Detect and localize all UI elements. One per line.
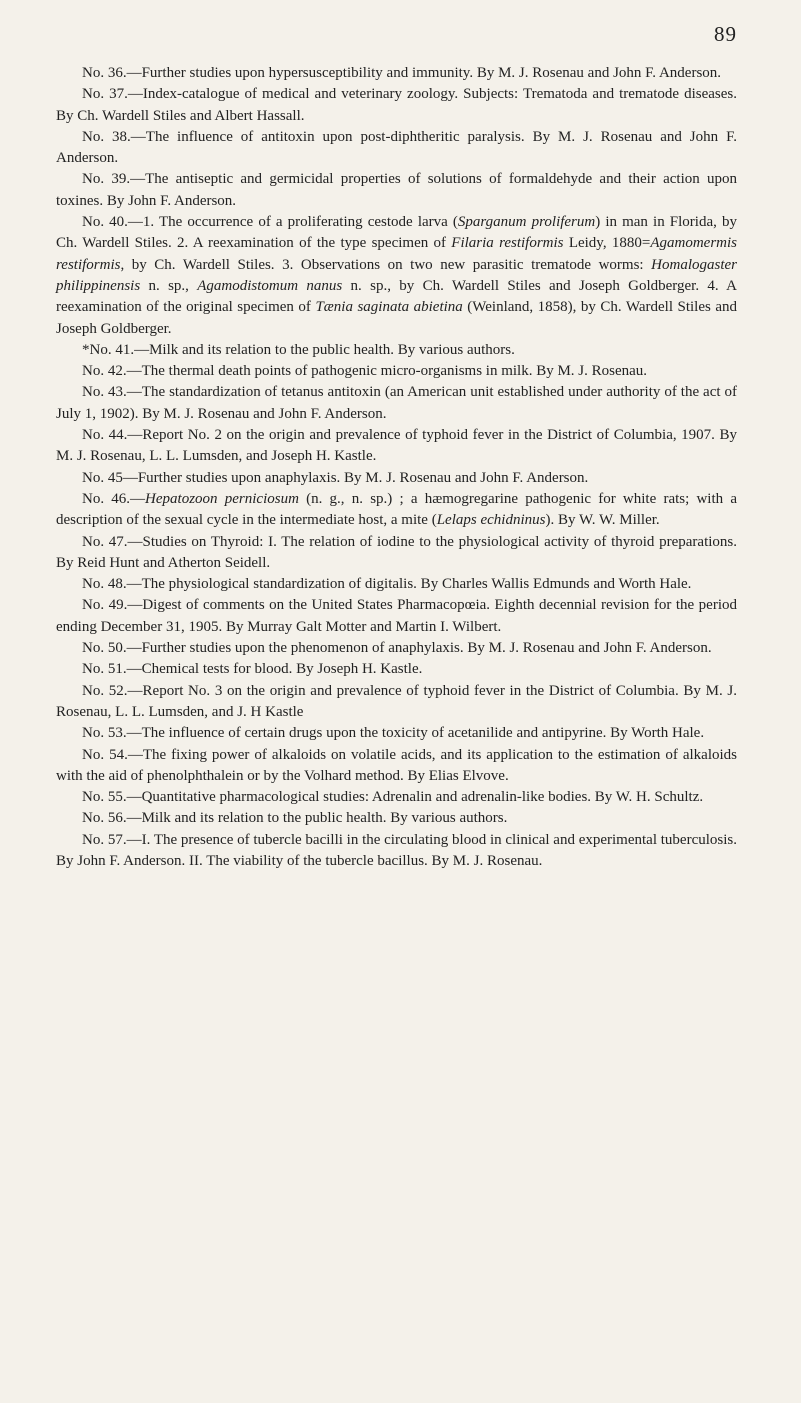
entry-text: No. 36.—Further studies upon hypersusceptibility and immunity. By M. J. Rosenau and John F. Anderson. xyxy=(82,65,722,81)
italic-text: Filaria restiformis xyxy=(451,235,564,252)
bulletin-entry xyxy=(56,681,737,724)
entry-text: No. 55.—Quantitative pharmacological studies: Adrenalin and adrenalin-like bodies. By W. H. Schultz. xyxy=(82,789,704,806)
entry-text: ) in man in Florida, by Ch. Wardell Stiles. 2. A reexamination of the type specimen of xyxy=(56,214,737,252)
entry-text: No. 39.—The antiseptic and germicidal properties of solutions of formaldehyde and their action upon toxines. By John F. Anderson. xyxy=(56,171,737,209)
entry-text: No. 53.—The influence of certain drugs upon the toxicity of acetanilide and antipyrine. By Worth Hale. xyxy=(82,725,705,742)
italic-text: Agamomermis restiformis xyxy=(56,235,737,273)
entry-text: No. 52.—Report No. 3 on the origin and prevalence of typhoid fever in the District of Columbia. By M. J. Rosenau, L. L. Lumsden, and J. H Kastle xyxy=(56,682,737,720)
entry-text: n. sp., by Ch. Wardell Stiles and Joseph Goldberger. 4. A reexamination of the original specimen of xyxy=(56,277,738,316)
italic-text: Lelaps echidninus xyxy=(436,512,546,529)
entry-text: No. 42.—The thermal death points of pathogenic micro-organisms in milk. By M. J. Rosenau. xyxy=(82,363,648,380)
entry-text: No. 47.—Studies on Thyroid: I. The relation of iodine to the physiological activity of thyroid preparations. By Reid Hunt and Atherton Seidell. xyxy=(56,533,737,571)
bulletin-entry xyxy=(56,468,737,489)
page-number: 89 xyxy=(714,22,737,46)
bulletin-entry xyxy=(56,595,737,638)
bulletin-entry xyxy=(56,489,737,532)
bulletin-entry xyxy=(56,659,737,680)
entry-text: Leidy, 1880= xyxy=(563,235,651,252)
entry-text: No. 40.—1. The occurrence of a proliferating cestode larva ( xyxy=(82,214,458,231)
entry-text: ). By W. W. Miller. xyxy=(545,512,660,529)
bulletin-entry xyxy=(56,723,737,744)
entry-text: , by Ch. Wardell Stiles. 3. Observations on two new parasitic trematode worms: xyxy=(120,256,652,273)
italic-text: Hepatozoon perniciosum xyxy=(145,490,299,507)
italic-text: Sparganum proliferum xyxy=(457,214,596,231)
bulletin-entry xyxy=(56,212,737,340)
bulletin-entry xyxy=(56,84,737,127)
entry-text: No. 48.—The physiological standardization of digitalis. By Charles Wallis Edmunds and Worth Hale. xyxy=(82,576,692,593)
entry-text: n. sp., xyxy=(140,277,198,294)
entry-text: No. 38.—The influence of antitoxin upon post-diphtheritic paralysis. By M. J. Rosenau and John F. Anderson. xyxy=(56,128,737,167)
entry-text: No. 37.—Index-catalogue of medical and veterinary zoology. Subjects: Trematoda and trematode diseases. By Ch. Wardell Stiles and Albert Hassall. xyxy=(56,86,737,124)
bulletin-entry xyxy=(56,532,737,575)
entry-text: No. 46.— xyxy=(82,490,146,507)
bulletin-entry xyxy=(56,127,737,170)
entry-text: (Weinland, 1858), by Ch. Wardell Stiles and Joseph Goldberger. xyxy=(56,299,737,337)
entry-text: No. 50.—Further studies upon the phenomenon of anaphylaxis. By M. J. Rosenau and John F. Anderson. xyxy=(82,640,712,657)
bulletin-entry xyxy=(56,787,737,808)
entry-text: No. 56.—Milk and its relation to the public health. By various authors. xyxy=(82,810,508,827)
bulletin-entry xyxy=(56,340,737,361)
entry-text: No. 44.—Report No. 2 on the origin and prevalence of typhoid fever in the District of Columbia, 1907. By M. J. Rosenau, L. L. Lumsden, and Joseph H. Kastle. xyxy=(56,427,737,465)
bulletin-entry xyxy=(56,361,737,382)
bulletin-entry xyxy=(56,745,737,788)
bulletin-entry xyxy=(56,638,737,659)
bulletin-entry xyxy=(56,808,737,829)
italic-text: Tænia saginata abietina xyxy=(315,299,463,316)
bulletin-entry xyxy=(56,382,737,425)
entry-text: No. 43.—The standardization of tetanus antitoxin (an American unit established under authority of the act of July 1, 1902). By M. J. Rosenau and John F. Anderson. xyxy=(56,384,737,422)
entry-text: (n. g., n. sp.) ; a hæmogregarine pathogenic for white rats; with a description of the sexual cycle in the intermediate host, a mite ( xyxy=(56,490,737,529)
bulletin-entry xyxy=(56,425,737,468)
bulletin-list xyxy=(56,63,737,872)
italic-text: Agamodistomum nanus xyxy=(197,277,343,294)
bulletin-entry xyxy=(56,63,737,84)
bulletin-entry xyxy=(56,830,737,873)
entry-text: No. 49.—Digest of comments on the United States Pharmacopœia. Eighth decennial revision for the period ending December 31, 1905. By Murray Galt Motter and Martin I. Wilbert. xyxy=(56,597,737,635)
entry-text: No. 54.—The fixing power of alkaloids on volatile acids, and its application to the estimation of alkaloids with the aid of phenolphthalein or by the Volhard method. By Elias Elvove. xyxy=(56,746,737,784)
entry-text: No. 57.—I. The presence of tubercle bacilli in the circulating blood in clinical and experimental tuberculosis. By John F. Anderson. II. The viability of the tubercle bacillus. By M. J. Rosenau. xyxy=(56,831,737,869)
bulletin-entry xyxy=(56,169,737,212)
entry-text: No. 51.—Chemical tests for blood. By Joseph H. Kastle. xyxy=(82,661,423,678)
entry-text: No. 45—Further studies upon anaphylaxis. By M. J. Rosenau and John F. Anderson. xyxy=(82,469,589,486)
bulletin-entry xyxy=(56,574,737,595)
entry-text: *No. 41.—Milk and its relation to the public health. By various authors. xyxy=(82,341,515,358)
italic-text: Homalogaster philippinensis xyxy=(56,256,737,294)
